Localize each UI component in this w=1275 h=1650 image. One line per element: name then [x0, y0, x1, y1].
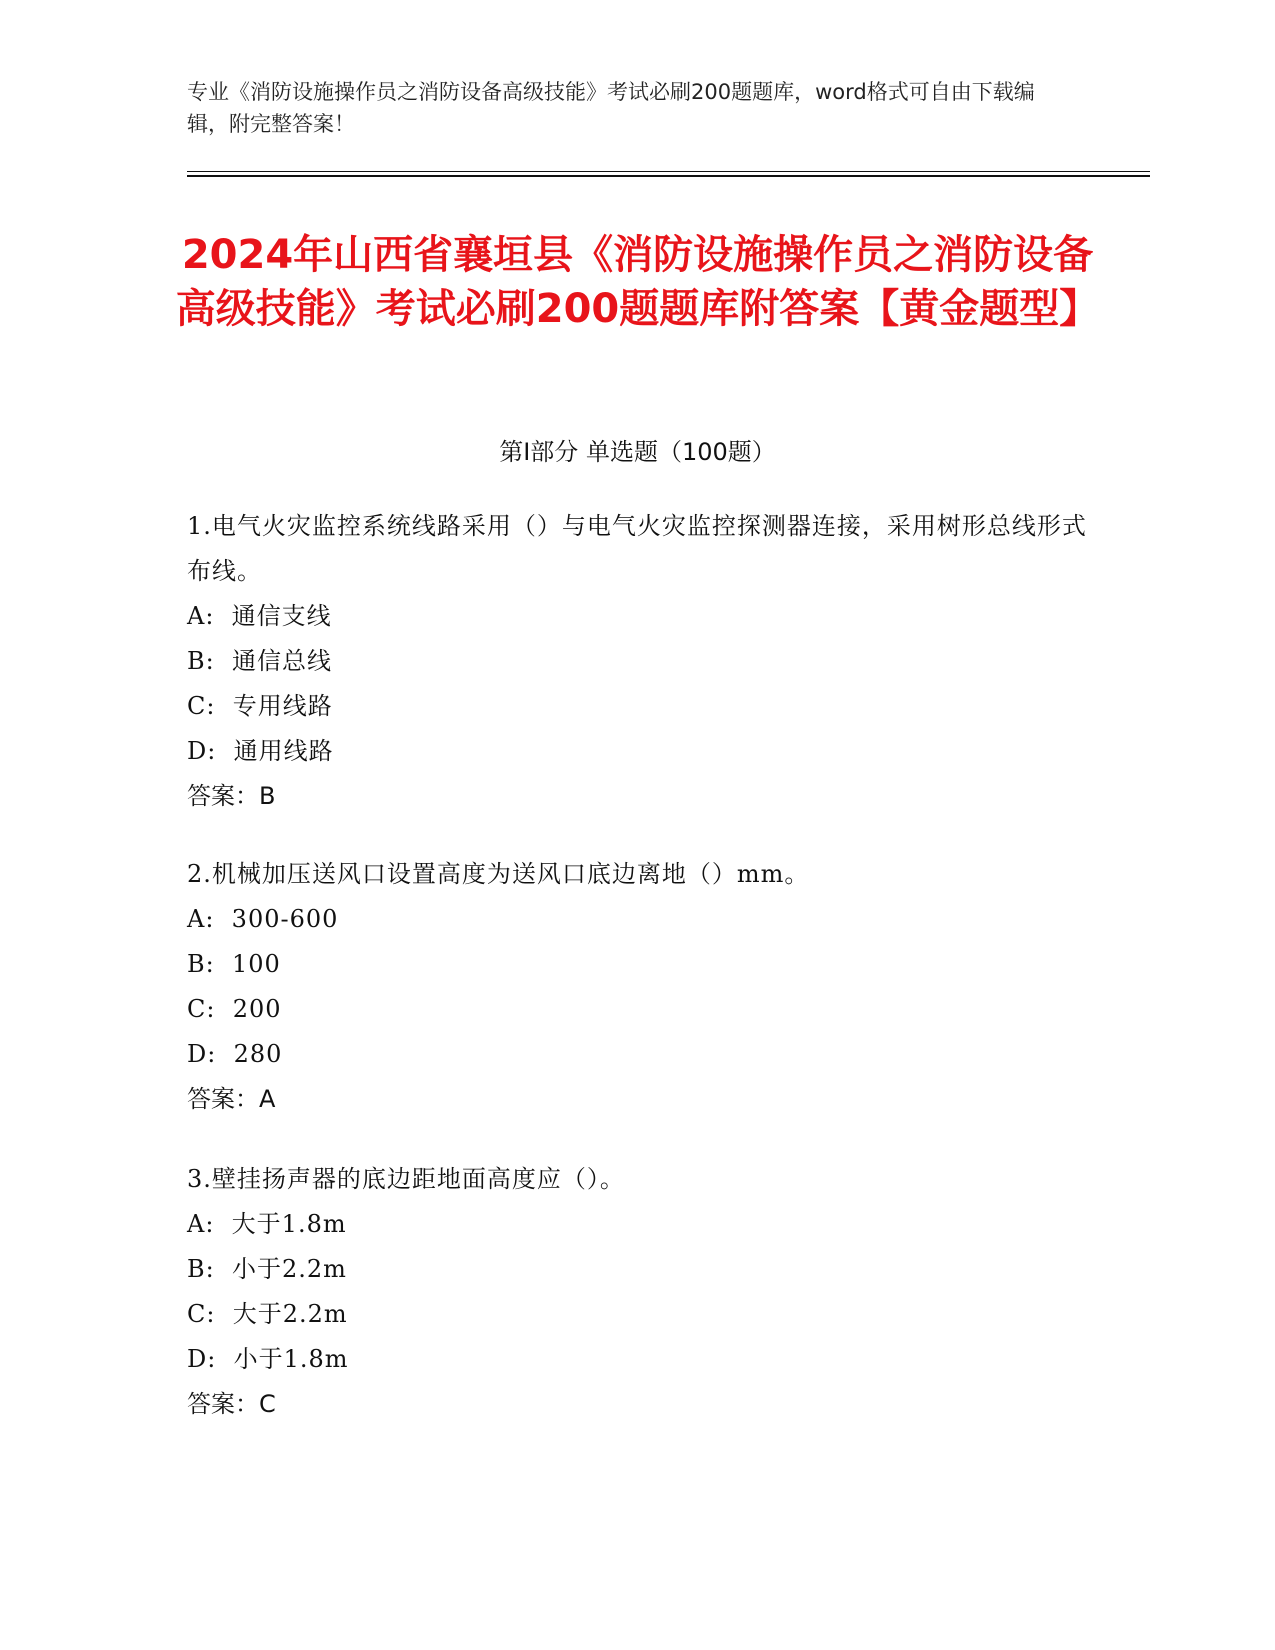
question-3 — [187, 1157, 1087, 1427]
question-stem: 3.壁挂扬声器的底边距地面高度应（）。 — [187, 1165, 625, 1193]
option-c: C: 大于2.2m — [187, 1300, 348, 1328]
answer: 答案：C — [187, 1390, 276, 1418]
question-2 — [187, 852, 1087, 1122]
question-stem: 1.电气火灾监控系统线路采用（）与电气火灾监控探测器连接，采用树形总线形式布线。 — [187, 512, 1087, 585]
option-a: A: 300-600 — [187, 905, 339, 933]
document-title: 2024年山西省襄垣县《消防设施操作员之消防设备高级技能》考试必刷200题题库附答案【黄金题型】 — [175, 232, 1100, 332]
header-rule-thick — [187, 175, 1150, 177]
answer: 答案：A — [187, 1085, 276, 1113]
option-d: D: 通用线路 — [187, 737, 334, 765]
option-b: B: 小于2.2m — [187, 1255, 347, 1283]
option-d: D: 小于1.8m — [187, 1345, 349, 1373]
header-rule-thin — [187, 171, 1150, 172]
section-heading: 第I部分 单选题（100题） — [499, 438, 776, 466]
question-1 — [187, 504, 1087, 819]
option-b: B: 100 — [187, 950, 281, 978]
option-a: A: 大于1.8m — [187, 1210, 347, 1238]
option-c: C: 专用线路 — [187, 692, 333, 720]
option-b: B: 通信总线 — [187, 647, 332, 675]
answer: 答案：B — [187, 782, 276, 810]
question-stem: 2.机械加压送风口设置高度为送风口底边离地（）mm。 — [187, 860, 810, 888]
header-note: 专业《消防设施操作员之消防设备高级技能》考试必刷200题题库，word格式可自由下载编辑，附完整答案！ — [187, 80, 1035, 136]
option-d: D: 280 — [187, 1040, 283, 1068]
option-c: C: 200 — [187, 995, 282, 1023]
option-a: A: 通信支线 — [187, 602, 332, 630]
